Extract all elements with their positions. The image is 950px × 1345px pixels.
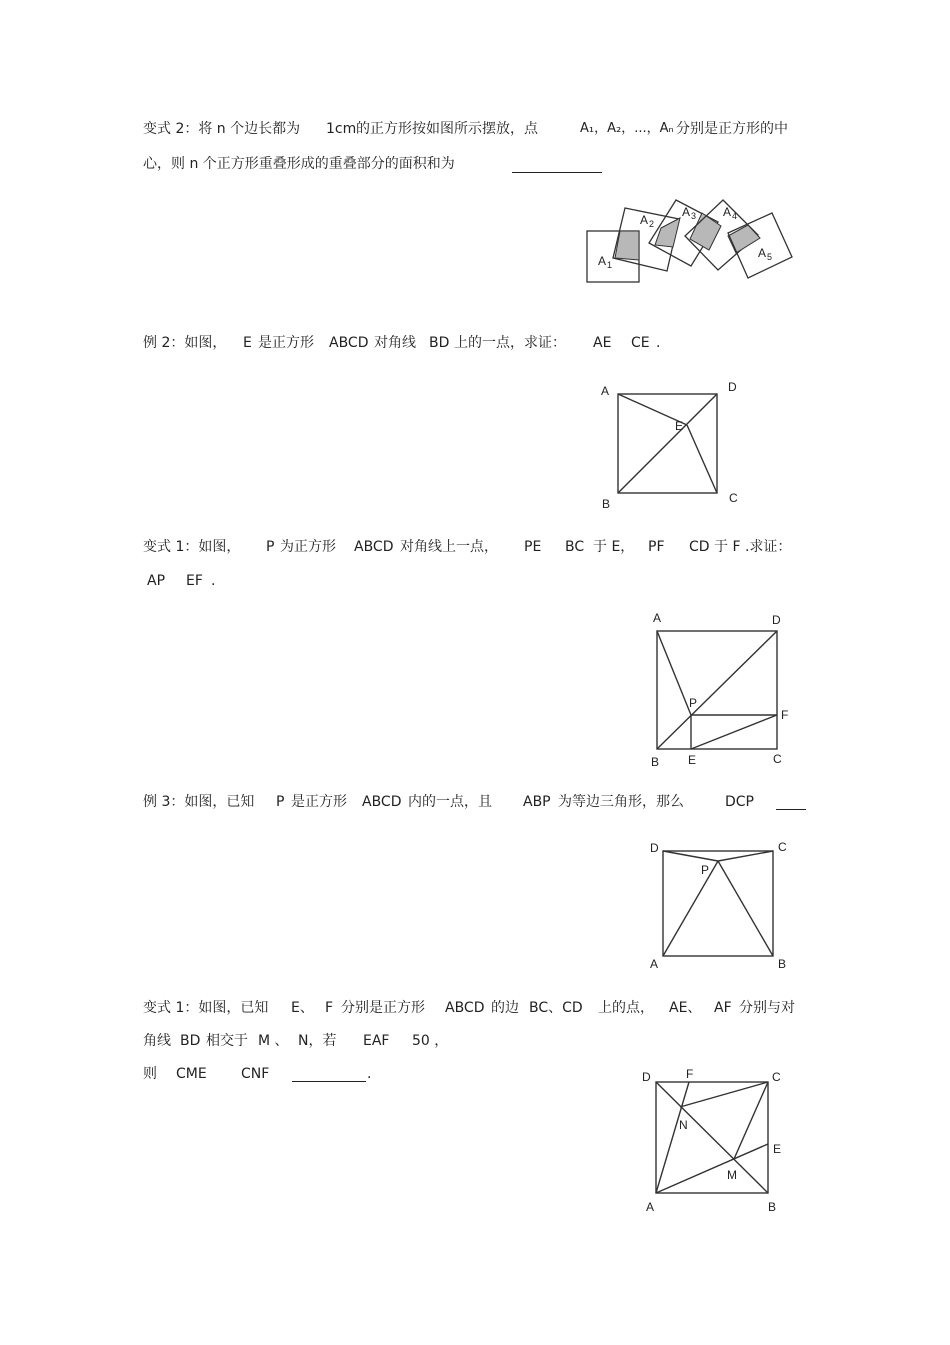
v2-text-6: 心，则 n 个正方形重叠形成的重叠部分的面积和为 [143,156,455,172]
v1b-text-3: F [325,1000,334,1016]
ex3-text-4: ABCD [362,794,402,810]
v1b-text-19: 则 [143,1066,157,1082]
label-e: E [688,753,697,767]
figure-ex3-square [645,838,795,973]
v1b-text-8: 上的点， [598,1000,654,1016]
v2-text-5: 分别是正方形的中 [676,121,788,137]
label-a1: A [598,254,607,268]
figure-overlapping-squares [580,195,800,290]
label-c: C [772,1070,781,1084]
v1b-text-12: 角线 [143,1033,171,1049]
label-p: P [689,696,698,710]
v1a-text-1: 变式 1：如图， [143,539,241,555]
label-c: C [778,840,787,854]
ex2-text-1: 例 2：如图， [143,335,227,351]
v1a-text-13: EF [186,573,203,589]
v1a-text-9: PF [648,539,665,555]
label-d: D [772,613,781,627]
ex2-text-6: BD [429,335,450,351]
ex3-answer-blank [776,809,806,810]
label-f: F [781,708,789,722]
label-a3: A [682,205,691,219]
label-b: B [778,957,787,971]
v1b-text-5: ABCD [445,1000,485,1016]
segment-ap [657,631,691,715]
ex2-text-10: . [656,335,661,351]
v2-text-3: 的正方形按如图所示摆放，点 [356,121,538,137]
segment-cm [734,1082,768,1159]
segment-dp [663,851,718,861]
ex3-text-3: 是正方形 [291,794,347,810]
label-c: C [729,491,738,505]
segment-bp [718,861,773,956]
segment-ef [691,715,777,749]
ex3-text-5: 内的一点，且 [408,794,492,810]
v1a-text-3: 为正方形 [280,539,336,555]
v1b-text-21: CNF [241,1066,270,1082]
v1b-text-15: M 、 [258,1033,289,1049]
v1a-text-8: 于 E， [593,539,635,555]
overlap-4 [728,225,760,253]
overlap-2 [655,218,680,247]
segment-cn [680,1082,768,1107]
v1b-text-18: 50 ， [412,1033,449,1049]
label-b: B [651,755,660,769]
v1b-text-9: AE、 [669,1000,702,1016]
v1a-text-10: CD [689,539,710,555]
ex2-text-8: AE [593,335,612,351]
label-a: A [646,1200,655,1214]
v1a-text-4: ABCD [354,539,394,555]
label-a1-sub: 1 [607,260,613,270]
v1b-text-7: BC、CD [529,1000,583,1016]
ex3-text-6: ABP [523,794,551,810]
label-a4: A [723,205,732,219]
square-abcd [663,851,773,956]
v1b-text-13: BD [180,1033,201,1049]
label-f: F [686,1067,694,1081]
ex2-text-9: CE [631,335,650,351]
figure-v1b-square [635,1062,795,1222]
label-n: N [679,1118,688,1132]
label-c: C [773,752,782,766]
label-a4-sub: 4 [732,211,738,221]
label-a5-sub: 5 [767,252,773,262]
v1a-text-11: 于 F .求证： [714,539,792,555]
label-b: B [768,1200,777,1214]
ex3-text-1: 例 3：如图，已知 [143,794,255,810]
v1b-text-14: 相交于 [206,1033,248,1049]
v1b-text-1: 变式 1：如图，已知 [143,1000,269,1016]
v2-text-1: 变式 2：将 n 个边长都为 [143,121,301,137]
ex2-text-3: 是正方形 [258,335,314,351]
label-e: E [675,419,684,433]
v1b-text-16: N，若 [298,1033,337,1049]
v1a-text-6: PE [524,539,542,555]
label-a2-sub: 2 [649,219,655,229]
label-d: D [728,380,737,394]
label-e: E [773,1142,782,1156]
label-d: D [650,841,659,855]
v1b-text-4: 分别是正方形 [341,1000,425,1016]
v1b-text-10: AF [714,1000,732,1016]
v1b-text-11: 分别与对 [739,1000,795,1016]
ex3-text-8: DCP [725,794,754,810]
label-a: A [653,611,662,625]
v1b-text-22: . [367,1066,372,1082]
segment-ae [656,1144,768,1193]
ex3-text-7: 为等边三角形，那么 [558,794,684,810]
figure-v1a-square [645,605,795,775]
label-a: A [601,384,610,398]
label-a: A [650,957,659,971]
ex2-text-7: 上的一点，求证： [454,335,566,351]
v2-text-4: A₁，A₂，...，Aₙ [580,121,674,136]
label-m: M [727,1168,737,1182]
segment-ce [687,425,717,493]
diagonal-bd [657,631,777,749]
v1a-text-2: P [266,539,275,555]
v1a-text-12: AP [147,573,166,589]
v1a-text-14: . [211,573,216,589]
label-d: D [642,1070,651,1084]
ex3-text-2: P [276,794,285,810]
segment-ap [663,861,718,956]
v1b-text-2: E、 [291,1000,314,1016]
v1b-text-6: 的边 [491,1000,519,1016]
figure-ex2-square [595,378,745,513]
v1b-text-20: CME [176,1066,207,1082]
ex2-text-4: ABCD [329,335,369,351]
label-a2: A [640,213,649,227]
v1b-answer-blank [292,1081,366,1082]
label-a5: A [758,246,767,260]
v1a-text-7: BC [565,539,585,555]
v1a-text-5: 对角线上一点， [400,539,498,555]
v2-answer-blank [512,172,602,173]
ex2-text-2: E [243,335,252,351]
segment-cp [718,851,773,861]
v1b-text-17: EAF [363,1033,390,1049]
label-a3-sub: 3 [691,211,697,221]
label-b: B [602,497,611,511]
label-p: P [701,863,710,877]
v2-text-2: 1cm [326,121,357,137]
ex2-text-5: 对角线 [374,335,416,351]
diagonal-bd [618,394,717,493]
